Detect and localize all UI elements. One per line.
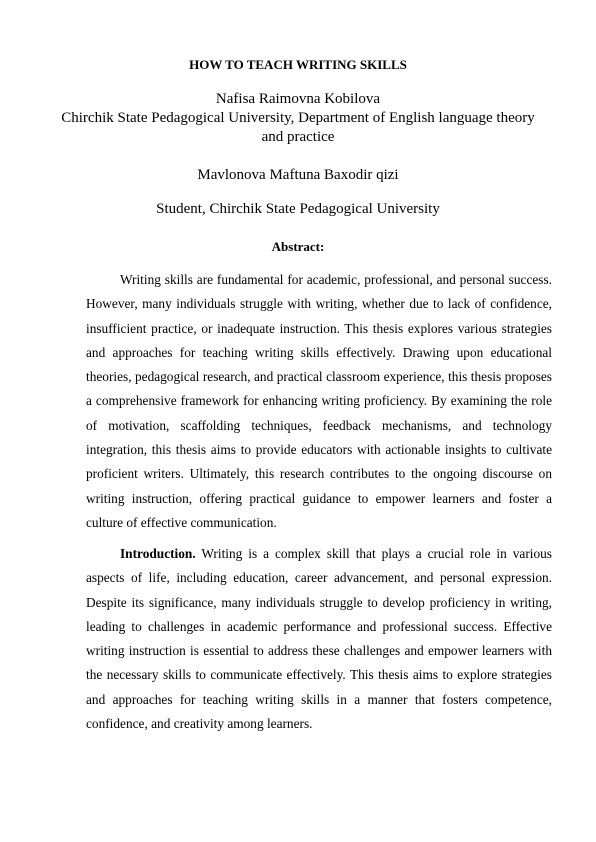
introduction-heading: Introduction. [120,546,196,561]
introduction-body: Writing is a complex skill that plays a crucial role in various aspects of life, including education, career advancement, and personal expression. Despite its significance, many individuals struggle to develop proficiency in writing, leading to challenges in academic performance and professional success. Effective writing instruction is essential to address these challenges and empower learners with the necessary skills to communicate effectively. This thesis aims to explore strategies and approaches for teaching writing skills in a manner that fosters competence, confidence, and creativity among learners. [86,546,552,732]
introduction-paragraph [86,542,552,736]
abstract-heading: Abstract: [271,239,325,254]
paper-title: HOW TO TEACH WRITING SKILLS [189,57,407,72]
author-affiliation-1: Chirchik State Pedagogical University, Department of English language theory and practice [61,110,535,145]
abstract-paragraph: Writing skills are fundamental for academic, professional, and personal success. However, many individuals struggle with writing, whether due to lack of confidence, insufficient practice, or inadequate instruction. This thesis explores various strategies and approaches for teaching writing skills effectively. Drawing upon educational theories, pedagogical research, and practical classroom experience, this thesis proposes a comprehensive framework for enhancing writing proficiency. By examining the role of motivation, scaffolding techniques, feedback mechanisms, and technology integration, this thesis aims to provide educators with actionable insights to cultivate proficient writers. Ultimately, this research contributes to the ongoing discourse on writing instruction, offering practical guidance to empower learners and foster a culture of effective communication. [86,272,552,530]
author-name-2: Mavlonova Maftuna Baxodir qizi [197,167,399,183]
author-affiliation-2: Student, Chirchik State Pedagogical University [156,201,440,217]
author-name-1: Nafisa Raimovna Kobilova [215,91,381,107]
